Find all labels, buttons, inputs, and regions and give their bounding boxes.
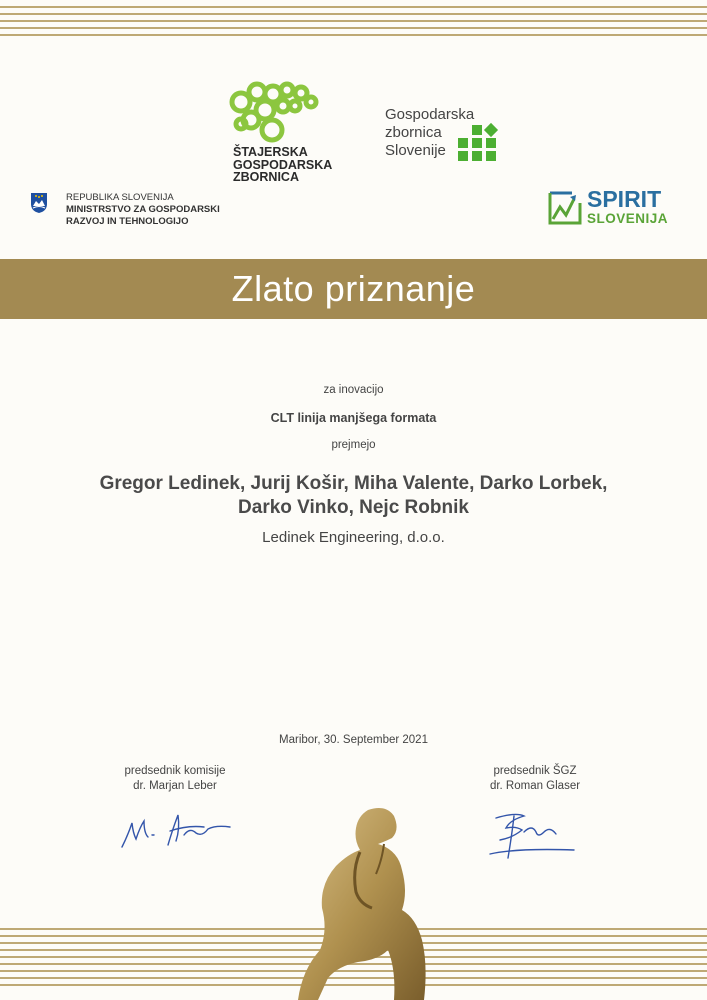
chart-frame-icon	[548, 189, 582, 225]
gzs-line3: Slovenije	[385, 142, 446, 159]
recipients-line1: Gregor Ledinek, Jurij Košir, Miha Valente, Darko Lorbek,	[99, 473, 608, 494]
right-signatory-name: dr. Roman Glaser	[489, 780, 581, 792]
certificate-title: Zlato priznanje	[231, 268, 476, 309]
ministry-line1: REPUBLIKA SLOVENIJA	[66, 192, 174, 203]
left-signature-icon	[118, 805, 238, 851]
coat-of-arms-icon	[30, 192, 48, 214]
spirit-line2: SLOVENIJA	[587, 211, 669, 226]
thinker-statue-icon	[298, 800, 448, 1000]
stajerska-line3: ZBORNICA	[233, 170, 299, 184]
title-banner	[0, 259, 707, 319]
right-signatory-role: predsednik ŠGZ	[493, 765, 577, 777]
ministry-wordmark	[66, 192, 220, 228]
left-signatory-role: predsednik komisije	[124, 765, 226, 777]
green-grid-icon	[456, 121, 504, 169]
stajerska-wordmark	[233, 146, 332, 184]
place-date: Maribor, 30. September 2021	[279, 734, 428, 746]
right-signatory	[460, 764, 610, 794]
right-signature-icon	[486, 810, 581, 862]
for-innovation-label: za inovacijo	[323, 384, 384, 396]
recipients	[0, 472, 707, 520]
company-name: Ledinek Engineering, d.o.o.	[262, 529, 445, 546]
gzs-line1: Gospodarska	[385, 106, 475, 123]
left-signatory	[100, 764, 250, 794]
gzs-line2: zbornica	[385, 124, 442, 141]
ministry-line2: MINISTRSTVO ZA GOSPODARSKI	[66, 204, 220, 215]
spirit-wordmark	[587, 188, 668, 226]
top-decorative-lines	[0, 6, 707, 41]
recipients-line2: Darko Vinko, Nejc Robnik	[238, 497, 469, 518]
left-signatory-name: dr. Marjan Leber	[133, 780, 217, 792]
stajerska-line1: ŠTAJERSKA	[233, 145, 308, 159]
ministry-line3: RAZVOJ IN TEHNOLOGIJO	[66, 216, 189, 227]
spirit-line1: SPIRIT	[587, 186, 662, 212]
stajerska-line2: GOSPODARSKA	[233, 157, 333, 172]
received-label: prejmejo	[331, 439, 376, 451]
green-bubbles-icon	[222, 80, 332, 150]
innovation-name: CLT linija manjšega formata	[270, 411, 437, 425]
